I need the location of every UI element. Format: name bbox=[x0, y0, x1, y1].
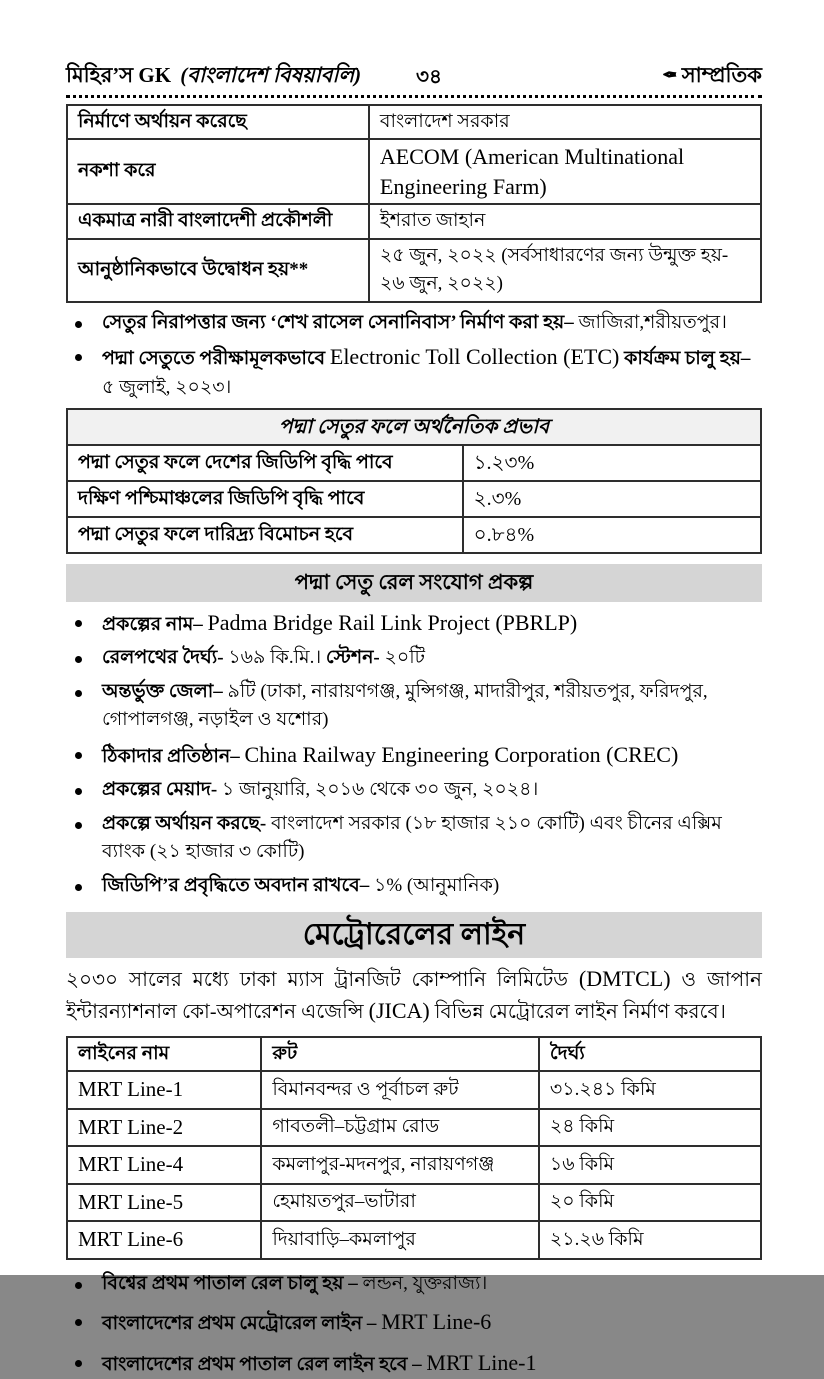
note-english: Electronic Toll Collection (ETC) bbox=[329, 344, 620, 370]
section-title-rail-link: পদ্মা সেতু রেল সংযোগ প্রকল্প bbox=[66, 564, 762, 602]
note-rest: জাজিরা,শরীয়তপুর। bbox=[578, 311, 727, 333]
table-row bbox=[67, 481, 761, 517]
impact-value: ০.৮৪% bbox=[463, 517, 761, 553]
note-lead: বাংলাদেশের প্রথম মেট্রোরেল লাইন – bbox=[102, 1313, 382, 1335]
fact-rest: ২০টি bbox=[384, 647, 425, 669]
line-route: হেমায়তপুর–ভাটারা bbox=[261, 1184, 539, 1222]
line-name: MRT Line-6 bbox=[67, 1221, 261, 1259]
line-name: MRT Line-4 bbox=[67, 1146, 261, 1184]
intro-text: বিভিন্ন মেট্রোরেল লাইন নির্মাণ করবে। bbox=[429, 1000, 726, 1023]
info-value: বাংলাদেশ সরকার bbox=[369, 105, 761, 140]
info-label: আনুষ্ঠানিকভাবে উদ্বোধন হয়** bbox=[67, 239, 369, 302]
list-item bbox=[66, 872, 762, 901]
note-lead: সেতুর নিরাপত্তার জন্য ‘শেখ রাসেল সেনানিবাস’ নির্মাণ করা হয়– bbox=[102, 311, 579, 333]
fact-english: Padma Bridge Rail Link Project (PBRLP) bbox=[207, 609, 578, 635]
impact-value: ২.৩% bbox=[463, 481, 761, 517]
info-value: AECOM (American Multinational Engineering Farm) bbox=[369, 139, 761, 204]
list-item bbox=[66, 678, 762, 735]
info-label: নকশা করে bbox=[67, 139, 369, 204]
fact-rest: ১% (আনুমানিক) bbox=[374, 874, 500, 896]
line-name: MRT Line-1 bbox=[67, 1071, 261, 1109]
fact-rest: ১ জানুয়ারি, ২০১৬ থেকে ৩০ জুন, ২০২৪। bbox=[221, 779, 539, 801]
fact-lead: স্টেশন- bbox=[325, 647, 385, 669]
table-row bbox=[67, 1184, 761, 1222]
impact-label: দক্ষিণ পশ্চিমাঞ্চলের জিডিপি বৃদ্ধি পাবে bbox=[67, 481, 463, 517]
line-route: গাবতলী–চট্টগ্রাম রোড bbox=[261, 1109, 539, 1147]
info-label: নির্মাণে অর্থায়ন করেছে bbox=[67, 105, 369, 140]
book-title-bold: মিহির’স GK bbox=[66, 63, 172, 87]
line-route: কমলাপুর-মদনপুর, নারায়ণগঞ্জ bbox=[261, 1146, 539, 1184]
fact-lead: অন্তর্ভুক্ত জেলা– bbox=[102, 680, 228, 702]
table-row bbox=[67, 1221, 761, 1259]
economic-impact-table bbox=[66, 408, 762, 554]
line-length: ২০ কিমি bbox=[539, 1184, 761, 1222]
book-title bbox=[66, 60, 416, 92]
table-row bbox=[67, 239, 761, 302]
fact-lead: প্রকল্পে অর্থায়ন করছে- bbox=[102, 812, 271, 834]
column-header: লাইনের নাম bbox=[67, 1037, 261, 1072]
note-lead: বিশ্বের প্রথম পাতাল রেল চালু হয় – bbox=[102, 1272, 363, 1294]
line-length: ১৬ কিমি bbox=[539, 1146, 761, 1184]
list-item bbox=[66, 309, 762, 338]
fact-rest: ৯টি (ঢাকা, নারায়ণগঞ্জ, মুন্সিগঞ্জ, মাদারীপুর, শরীয়তপুর, ফরিদপুর, গোপালগঞ্জ, নড়াইল ও যশোর) bbox=[102, 680, 708, 731]
table-row bbox=[67, 1071, 761, 1109]
rail-link-facts bbox=[66, 608, 762, 901]
line-length: ২১.২৬ কিমি bbox=[539, 1221, 761, 1259]
intro-english: (DMTCL) bbox=[578, 965, 671, 991]
page-header bbox=[66, 60, 762, 92]
note-lead: বাংলাদেশের প্রথম পাতাল রেল লাইন হবে – bbox=[102, 1353, 427, 1375]
table-row bbox=[67, 1146, 761, 1184]
header-topic bbox=[662, 60, 762, 92]
info-value: ২৫ জুন, ২০২২ (সর্বসাধারণের জন্য উন্মুক্ত হয়- ২৬ জুন, ২০২২) bbox=[369, 239, 761, 302]
fact-lead: ঠিকাদার প্রতিষ্ঠান– bbox=[102, 745, 245, 767]
note-lead: কার্যক্রম চালু হয়– bbox=[619, 348, 751, 370]
section-title-metro-lines: মেট্রোরেলের লাইন bbox=[66, 912, 762, 958]
metro-intro-paragraph bbox=[66, 964, 762, 1028]
fact-lead: প্রকল্পের মেয়াদ- bbox=[102, 779, 222, 801]
line-route: বিমানবন্দর ও পূর্বাচল রুট bbox=[261, 1071, 539, 1109]
line-route: দিয়াবাড়ি–কমলাপুর bbox=[261, 1221, 539, 1259]
quill-icon: ✒ bbox=[661, 65, 677, 86]
list-item bbox=[66, 644, 762, 673]
intro-text: ও জাপান ইন্টারন্যাশনাল কো-অপারেশন এজেন্সি bbox=[66, 968, 762, 1023]
fact-lead: রেলপথের দৈর্ঘ্য- bbox=[102, 647, 229, 669]
note-lead: পদ্মা সেতুতে পরীক্ষামূলকভাবে bbox=[102, 348, 330, 370]
list-item bbox=[66, 740, 762, 772]
fact-lead: জিডিপি’র প্রবৃদ্ধিতে অবদান রাখবে– bbox=[102, 874, 374, 896]
table-row bbox=[67, 517, 761, 553]
table-row bbox=[67, 204, 761, 239]
line-name: MRT Line-2 bbox=[67, 1109, 261, 1147]
line-length: ৩১.২৪১ কিমি bbox=[539, 1071, 761, 1109]
column-header: রুট bbox=[261, 1037, 539, 1072]
metro-notes bbox=[66, 1270, 762, 1379]
table-title: পদ্মা সেতুর ফলে অর্থনৈতিক প্রভাব bbox=[67, 409, 761, 445]
list-item bbox=[66, 1348, 762, 1379]
column-header: দৈর্ঘ্য bbox=[539, 1037, 761, 1072]
page-number: ৩৪ bbox=[416, 65, 442, 88]
intro-english: (JICA) bbox=[368, 997, 430, 1023]
fact-lead: প্রকল্পের নাম– bbox=[102, 613, 208, 635]
table-row bbox=[67, 105, 761, 140]
list-item bbox=[66, 1307, 762, 1339]
fact-rest: বাংলাদেশ সরকার (১৮ হাজার ২১০ কোটি) এবং চীনের এক্সিম ব্যাংক (২১ হাজার ৩ কোটি) bbox=[102, 812, 722, 863]
book-title-subtitle: (বাংলাদেশ বিষয়াবলি) bbox=[180, 63, 362, 87]
list-item bbox=[66, 776, 762, 805]
fact-english: China Railway Engineering Corporation (CREC) bbox=[244, 741, 679, 767]
note-rest: ৫ জুলাই, ২০২৩। bbox=[102, 376, 232, 398]
list-item bbox=[66, 342, 762, 402]
table-row bbox=[67, 1109, 761, 1147]
table-row bbox=[67, 409, 761, 445]
table-header-row bbox=[67, 1037, 761, 1072]
info-label: একমাত্র নারী বাংলাদেশী প্রকৌশলী bbox=[67, 204, 369, 239]
padma-bridge-info-table bbox=[66, 104, 762, 303]
info-value: ইশরাত জাহান bbox=[369, 204, 761, 239]
table-row bbox=[67, 445, 761, 481]
impact-value: ১.২৩% bbox=[463, 445, 761, 481]
fact-rest: ১৬৯ কি.মি.। bbox=[228, 647, 326, 669]
dotted-divider bbox=[66, 92, 762, 98]
list-item bbox=[66, 1270, 762, 1299]
note-english: MRT Line-1 bbox=[426, 1349, 537, 1375]
line-name: MRT Line-5 bbox=[67, 1184, 261, 1222]
mrt-lines-table bbox=[66, 1036, 762, 1260]
intro-text: ২০৩০ সালের মধ্যে ঢাকা ম্যাস ট্রানজিট কোম্পানি লিমিটেড bbox=[66, 968, 579, 991]
table-row bbox=[67, 139, 761, 204]
impact-label: পদ্মা সেতুর ফলে দেশের জিডিপি বৃদ্ধি পাবে bbox=[67, 445, 463, 481]
note-english: MRT Line-6 bbox=[381, 1309, 492, 1335]
header-topic-label: সাম্প্রতিক bbox=[681, 63, 762, 87]
note-rest: লন্ডন, যুক্তরাজ্য। bbox=[362, 1272, 488, 1294]
list-item bbox=[66, 810, 762, 867]
padma-bridge-notes bbox=[66, 309, 762, 403]
impact-label: পদ্মা সেতুর ফলে দারিদ্র্য বিমোচন হবে bbox=[67, 517, 463, 553]
list-item bbox=[66, 608, 762, 640]
line-length: ২৪ কিমি bbox=[539, 1109, 761, 1147]
